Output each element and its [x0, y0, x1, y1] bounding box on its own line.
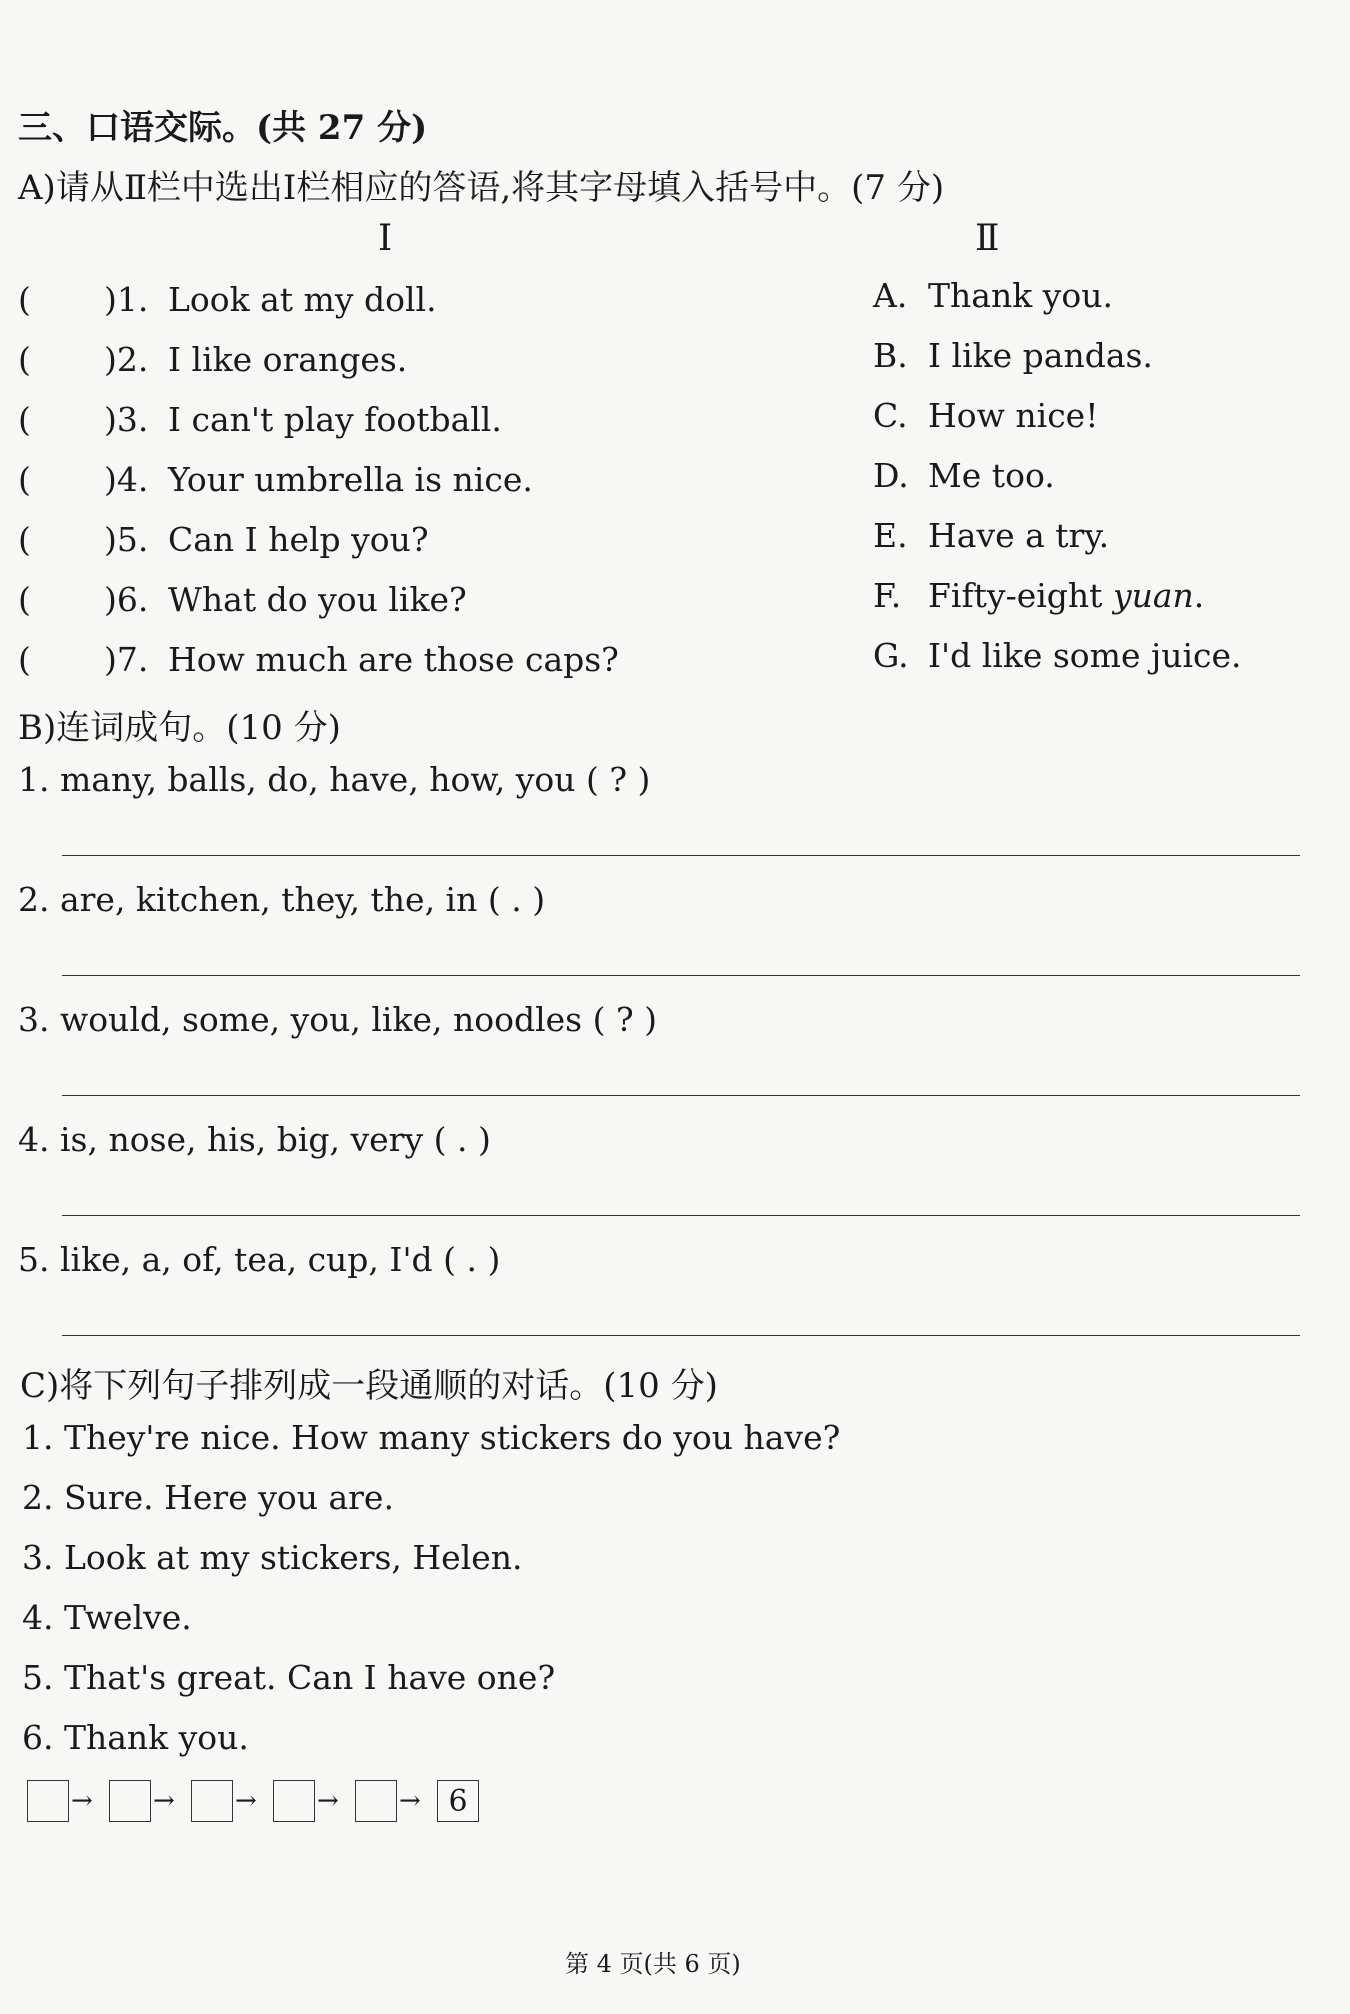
sequence-box[interactable] — [355, 1780, 397, 1822]
dialogue-sentence: 5. That's great. Can I have one? — [22, 1658, 556, 1697]
answer-letter: B. — [873, 336, 908, 375]
answer-letter: D. — [873, 456, 909, 495]
word-order-item: 3. would, some, you, like, noodles ( ? ) — [18, 1000, 658, 1039]
answer-blank-open-paren: ( — [18, 280, 31, 319]
question-text: Your umbrella is nice. — [168, 460, 533, 499]
sequence-box-filled: 6 — [437, 1780, 479, 1822]
answer-letter: F. — [873, 576, 902, 615]
right-arrow-icon: → — [399, 1786, 421, 1816]
question-text: Look at my doll. — [168, 280, 437, 319]
answer-blank[interactable] — [38, 640, 100, 680]
question-number: )4. — [104, 460, 149, 499]
question-text: How much are those caps? — [168, 640, 619, 679]
right-arrow-icon: → — [317, 1786, 339, 1816]
word-order-item: 5. like, a, of, tea, cup, I'd ( . ) — [18, 1240, 501, 1279]
dialogue-sentence: 4. Twelve. — [22, 1598, 192, 1637]
answer-text — [928, 636, 1242, 675]
answer-text-italic: yuan — [1112, 576, 1194, 615]
word-order-item: 2. are, kitchen, they, the, in ( . ) — [18, 880, 546, 919]
section-title: 三、口语交际。(共 27 分) — [18, 108, 428, 148]
answer-text-main: I'd like some juice. — [928, 636, 1242, 675]
question-number: )3. — [104, 400, 149, 439]
answer-blank-open-paren: ( — [18, 460, 31, 499]
question-text: I can't play football. — [168, 400, 502, 439]
answer-text — [928, 516, 1109, 555]
answer-blank-open-paren: ( — [18, 640, 31, 679]
answer-blank[interactable] — [38, 580, 100, 620]
answer-text — [928, 576, 1204, 615]
sequence-box[interactable] — [191, 1780, 233, 1822]
answer-blank[interactable] — [38, 340, 100, 380]
right-arrow-icon: → — [71, 1786, 93, 1816]
sequence-box[interactable] — [27, 1780, 69, 1822]
answer-text-main: How nice! — [928, 396, 1099, 435]
part-b-heading: B)连词成句。(10 分) — [18, 708, 341, 748]
question-number: )1. — [104, 280, 149, 319]
answer-letter: E. — [873, 516, 908, 555]
question-text: I like oranges. — [168, 340, 408, 379]
part-c-heading: C)将下列句子排列成一段通顺的对话。(10 分) — [20, 1366, 718, 1406]
answer-blank[interactable] — [38, 460, 100, 500]
answer-blank-open-paren: ( — [18, 520, 31, 559]
page-footer: 第 4 页(共 6 页) — [565, 1950, 741, 1978]
answer-line[interactable] — [62, 1335, 1300, 1336]
answer-text — [928, 336, 1153, 375]
dialogue-sentence: 6. Thank you. — [22, 1718, 249, 1757]
answer-text — [928, 276, 1113, 315]
question-number: )5. — [104, 520, 149, 559]
question-number: )7. — [104, 640, 149, 679]
answer-blank[interactable] — [38, 280, 100, 320]
word-order-item: 4. is, nose, his, big, very ( . ) — [18, 1120, 491, 1159]
dialogue-sentence: 3. Look at my stickers, Helen. — [22, 1538, 523, 1577]
word-order-item: 1. many, balls, do, have, how, you ( ? ) — [18, 760, 651, 799]
answer-text-main: Thank you. — [928, 276, 1113, 315]
column-1-header: Ⅰ — [378, 218, 393, 259]
sequence-box[interactable] — [273, 1780, 315, 1822]
answer-text — [928, 396, 1098, 435]
answer-text-end: . — [1193, 576, 1205, 615]
answer-text-main: Have a try. — [928, 516, 1110, 555]
answer-line[interactable] — [62, 975, 1300, 976]
answer-text — [928, 456, 1055, 495]
question-number: )2. — [104, 340, 149, 379]
answer-blank-open-paren: ( — [18, 580, 31, 619]
answer-line[interactable] — [62, 855, 1300, 856]
answer-blank[interactable] — [38, 400, 100, 440]
answer-text-main: I like pandas. — [928, 336, 1153, 375]
question-number: )6. — [104, 580, 149, 619]
dialogue-sentence: 1. They're nice. How many stickers do you have? — [22, 1418, 841, 1457]
answer-letter: C. — [873, 396, 908, 435]
answer-letter: G. — [873, 636, 909, 675]
right-arrow-icon: → — [153, 1786, 175, 1816]
answer-blank-open-paren: ( — [18, 400, 31, 439]
question-text: Can I help you? — [168, 520, 429, 559]
column-2-header: Ⅱ — [975, 218, 1000, 259]
answer-letter: A. — [873, 276, 908, 315]
answer-text-main: Me too. — [928, 456, 1055, 495]
answer-line[interactable] — [62, 1215, 1300, 1216]
answer-blank-open-paren: ( — [18, 340, 31, 379]
answer-line[interactable] — [62, 1095, 1300, 1096]
right-arrow-icon: → — [235, 1786, 257, 1816]
sequence-box[interactable] — [109, 1780, 151, 1822]
part-a-heading: A)请从Ⅱ栏中选出Ⅰ栏相应的答语,将其字母填入括号中。(7 分) — [18, 168, 945, 208]
answer-text-main: Fifty-eight — [928, 576, 1103, 615]
answer-blank[interactable] — [38, 520, 100, 560]
dialogue-sentence: 2. Sure. Here you are. — [22, 1478, 394, 1517]
question-text: What do you like? — [168, 580, 467, 619]
